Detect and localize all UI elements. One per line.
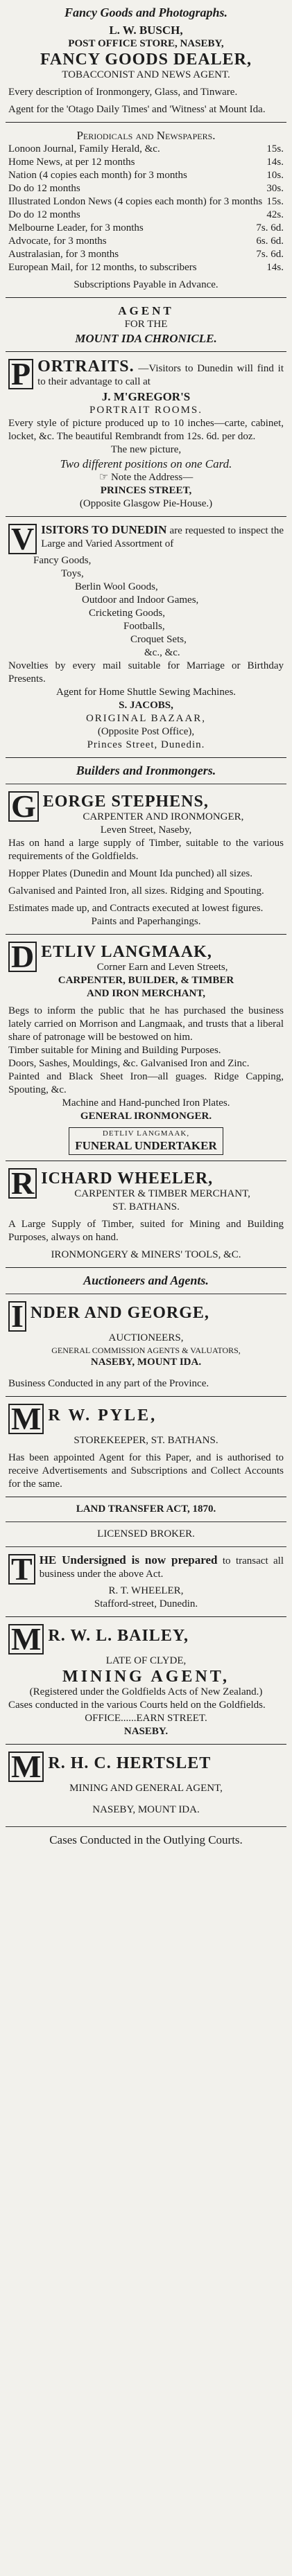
divider <box>6 1744 286 1745</box>
periodical-row <box>8 195 284 209</box>
periodicals-footer: Subscriptions Payable in Advance. <box>74 279 218 290</box>
visitors-items <box>6 554 286 660</box>
periodical-name: Home News, at per 12 months <box>8 157 135 168</box>
divider <box>6 1267 286 1268</box>
portraits-heading: ORTRAITS. <box>37 358 135 376</box>
busch-subtitle: TOBACCONIST AND NEWS AGENT. <box>62 69 230 80</box>
undertaker-small: DETLIV LANGMAAK, <box>102 1129 190 1138</box>
wheeler-place: ST. BATHANS. <box>112 1201 180 1212</box>
bailey-name: R. W. L. BAILEY, <box>48 1627 189 1645</box>
periodical-row <box>8 222 284 235</box>
busch-title: FANCY GOODS DEALER, <box>40 51 252 69</box>
visitors-name: S. JACOBS, <box>119 700 173 711</box>
land-broker: LICENSED BROKER. <box>97 1528 195 1540</box>
portraits-body: Every style of picture produced up to 10 inches—carte, cabinet, locket, &c. The beautiful Rembrandt from 12s. 6d. per doz. <box>8 418 284 442</box>
portraits-note <box>6 471 286 484</box>
land-address: Stafford-street, Dunedin. <box>94 1598 198 1609</box>
visitors-agent: Agent for Home Shuttle Sewing Machines. <box>55 687 237 698</box>
divider <box>6 1826 286 1827</box>
periodical-price: 10s. <box>266 170 284 181</box>
periodical-price: 6s. 6d. <box>256 236 284 247</box>
periodical-price: 7s. 6d. <box>256 249 284 260</box>
bailey-cases: Cases conducted in the various Courts held on the Goldfields. <box>8 1700 266 1711</box>
bailey-role: MINING AGENT, <box>62 1668 230 1686</box>
periodical-name: European Mail, for 12 months, to subscribers <box>8 262 197 273</box>
newspaper-column <box>6 0 286 1847</box>
bailey-ad <box>6 1621 286 1657</box>
periodical-name: Advocate, for 3 months <box>8 236 107 247</box>
visitors-item: Outdoor and Indoor Games, <box>82 594 199 606</box>
visitors-novelties: Novelties by every mail suitable for Marriage or Birthday Presents. <box>8 660 284 685</box>
periodical-name: Lonoon Journal, Family Herald, &c. <box>8 143 160 155</box>
periodical-price: 42s. <box>266 209 284 220</box>
hertslet-name: R. H. C. HERTSLET <box>48 1754 212 1772</box>
divider <box>6 1616 286 1617</box>
agent-line1: AGENT <box>118 304 174 317</box>
visitors-lead: are requested to inspect the Large and Varied Assortment of <box>41 525 284 549</box>
langmaak-p5: Machine and Hand-punched Iron Plates. <box>62 1097 230 1109</box>
langmaak-ad <box>6 940 286 974</box>
wheeler-name: ICHARD WHEELER, <box>41 1170 214 1188</box>
stephens-p5: Paints and Paperhangings. <box>91 916 201 927</box>
divider <box>6 351 286 352</box>
pyle-name: R W. PYLE, <box>48 1406 157 1424</box>
langmaak-p6: GENERAL IRONMONGER. <box>80 1111 212 1122</box>
stephens-p4: Estimates made up, and Contracts executed at lowest figures. <box>8 903 264 914</box>
portraits-ad <box>6 358 286 389</box>
periodical-price: 14s. <box>266 262 284 273</box>
periodical-row <box>8 143 284 156</box>
agent-line3: MOUNT IDA CHRONICLE. <box>75 332 217 345</box>
busch-name: L. W. BUSCH, <box>109 24 183 37</box>
undertaker-box <box>6 1127 286 1155</box>
divider <box>6 122 286 123</box>
langmaak-name: ETLIV LANGMAAK, <box>41 943 212 961</box>
periodical-row <box>8 235 284 248</box>
stephens-p1: Has on hand a large supply of Timber, suitable to the various requirements of the Goldfields. <box>8 838 284 862</box>
divider <box>6 297 286 298</box>
langmaak-p1: Begs to inform the public that he has purchased the business lately carried on Morrison and Langmaak, and trusts that a liberal share of patronage will be bestowed on him. <box>8 1005 284 1043</box>
portraits-note-text: Note the Address— <box>110 472 194 483</box>
periodical-row <box>8 169 284 182</box>
portraits-two-positions: Two different positions on one Card. <box>60 457 232 470</box>
periodical-name: Illustrated London News (4 copies each month) for 3 months <box>8 196 263 207</box>
divider <box>6 934 286 935</box>
langmaak-p3: Doors, Sashes, Mouldings, &c. Galvanised Iron and Zinc. <box>8 1058 250 1069</box>
periodical-row <box>8 261 284 274</box>
portraits-rooms: PORTRAIT ROOMS. <box>89 405 203 416</box>
visitors-item: Toys, <box>61 568 84 579</box>
stephens-address: Leven Street, Naseby, <box>100 824 192 836</box>
stephens-name: EORGE STEPHENS, <box>42 793 209 811</box>
land-title: LAND TRANSFER ACT, 1870. <box>76 1503 216 1515</box>
portraits-opposite: (Opposite Glasgow Pie-House.) <box>79 498 213 509</box>
land-dropcap: T <box>8 1554 35 1585</box>
periodicals-list <box>6 143 286 274</box>
section-title-auctioneers: Auctioneers and Agents. <box>83 1273 209 1287</box>
inder-name: NDER AND GEORGE, <box>30 1304 209 1322</box>
inder-place: NASEBY, MOUNT IDA. <box>90 1357 202 1368</box>
inder-dropcap: I <box>8 1301 26 1332</box>
periodicals-title: Periodicals and Newspapers. <box>76 129 216 142</box>
langmaak-dropcap: D <box>8 942 37 972</box>
periodical-name: Melbourne Leader, for 3 months <box>8 222 144 233</box>
portraits-lead: —Visitors to Dunedin will find it to their advantage to call at <box>37 363 284 387</box>
langmaak-p4: Painted and Black Sheet Iron—all guages. Ridge Capping, Spouting, &c. <box>8 1071 284 1095</box>
visitors-bazaar: ORIGINAL BAZAAR, <box>85 713 207 724</box>
land-name: R. T. WHEELER, <box>108 1585 184 1596</box>
inder-ad <box>6 1298 286 1334</box>
portraits-name: J. M'GREGOR'S <box>101 390 191 403</box>
periodical-row <box>8 248 284 261</box>
hertslet-dropcap: M <box>8 1752 44 1782</box>
hertslet-role: MINING AND GENERAL AGENT, <box>69 1783 223 1794</box>
visitors-ad <box>6 521 286 556</box>
periodical-name: Nation (4 copies each month) for 3 months <box>8 170 187 181</box>
stephens-ad <box>6 790 286 824</box>
periodical-price: 14s. <box>266 157 284 168</box>
langmaak-corner: Corner Earn and Leven Streets, <box>96 962 228 973</box>
divider <box>6 1521 286 1522</box>
wheeler-p2: IRONMONGERY & MINERS' TOOLS, &C. <box>51 1249 241 1260</box>
wheeler-dropcap: R <box>8 1168 37 1199</box>
visitors-item: Berlin Wool Goods, <box>75 581 158 592</box>
visitors-item: Fancy Goods, <box>33 555 92 566</box>
periodical-price: 15s. <box>266 143 284 155</box>
inder-general: GENERAL COMMISSION AGENTS & VALUATORS, <box>51 1346 241 1355</box>
langmaak-trade2: AND IRON MERCHANT, <box>87 988 205 999</box>
pyle-p1: Has been appointed Agent for this Paper, and is authorised to receive Advertisements and Subscriptions and Collect Accounts for the same. <box>8 1452 284 1490</box>
visitors-item: Cricketing Goods, <box>89 608 165 619</box>
visitors-item: Croquet Sets, <box>130 634 187 645</box>
visitors-item: Footballs, <box>123 621 165 632</box>
land-lead: HE Undersigned is now prepared <box>39 1553 218 1567</box>
periodical-price: 7s. 6d. <box>256 222 284 233</box>
langmaak-p2: Timber suitable for Mining and Building Purposes. <box>8 1045 221 1056</box>
inder-role: AUCTIONEERS, <box>108 1332 184 1343</box>
pyle-ad <box>6 1401 286 1436</box>
busch-store: POST OFFICE STORE, NASEBY, <box>68 38 224 49</box>
busch-agent: Agent for the 'Otago Daily Times' and 'Witness' at Mount Ida. <box>8 104 266 115</box>
periodical-price: 30s. <box>266 183 284 194</box>
agent-line2: FOR THE <box>124 319 168 330</box>
divider <box>6 1546 286 1547</box>
land-body: to transact all business under the above Act. <box>39 1555 284 1580</box>
wheeler-p1: A Large Supply of Timber, suited for Mining and Building Purposes, always on hand. <box>8 1219 284 1243</box>
periodical-name: Do do 12 months <box>8 209 80 220</box>
hertslet-ad <box>6 1749 286 1784</box>
divider <box>6 757 286 758</box>
wheeler-trade: CARPENTER & TIMBER MERCHANT, <box>74 1188 250 1199</box>
stephens-p2: Hopper Plates (Dunedin and Mount Ida punched) all sizes. <box>8 868 252 879</box>
divider <box>6 1396 286 1397</box>
hertslet-place: NASEBY, MOUNT IDA. <box>92 1804 200 1815</box>
portraits-address: PRINCES STREET, <box>100 485 192 496</box>
langmaak-trade1: CARPENTER, BUILDER, & TIMBER <box>58 975 234 986</box>
bailey-office: OFFICE......EARN STREET. <box>85 1713 207 1724</box>
periodical-name: Do do 12 months <box>8 183 80 194</box>
bailey-dropcap: M <box>8 1624 44 1655</box>
stephens-trade: CARPENTER AND IRONMONGER, <box>83 811 244 822</box>
bailey-late: LATE OF CLYDE, <box>105 1655 187 1666</box>
portraits-new-picture: The new picture, <box>110 444 182 455</box>
periodical-row <box>8 156 284 169</box>
bailey-place: NASEBY. <box>123 1726 169 1737</box>
stephens-dropcap: G <box>8 791 39 822</box>
pyle-dropcap: M <box>8 1404 44 1434</box>
section-title-builders: Builders and Ironmongers. <box>76 764 216 777</box>
visitors-street: Princes Street, Dunedin. <box>87 739 205 750</box>
busch-desc: Every description of Ironmongery, Glass, and Tinware. <box>8 87 238 98</box>
stephens-p3: Galvanised and Painted Iron, all sizes. Ridging and Spouting. <box>8 885 264 897</box>
inder-p1: Business Conducted in any part of the Province. <box>8 1378 209 1389</box>
hertslet-cases: Cases Conducted in the Outlying Courts. <box>49 1833 243 1846</box>
periodical-price: 15s. <box>266 196 284 207</box>
visitors-dropcap: V <box>8 524 37 554</box>
land-ad <box>6 1551 286 1587</box>
visitors-opposite: (Opposite Post Office), <box>97 726 195 737</box>
undertaker-big: FUNERAL UNDERTAKER <box>75 1139 217 1152</box>
wheeler-ad <box>6 1167 286 1201</box>
bailey-reg: (Registered under the Goldfields Acts of New Zealand.) <box>29 1686 263 1697</box>
visitors-heading: ISITORS TO DUNEDIN <box>41 523 167 536</box>
portraits-dropcap: P <box>8 359 33 389</box>
divider <box>6 516 286 517</box>
periodical-row <box>8 182 284 195</box>
pyle-role: STOREKEEPER, ST. BATHANS. <box>74 1435 218 1446</box>
periodical-row <box>8 209 284 222</box>
section-title-fancy-goods: Fancy Goods and Photographs. <box>64 6 228 19</box>
hand-pointer-icon: ☞ <box>98 472 111 483</box>
visitors-item: &c., &c. <box>144 647 180 658</box>
periodical-name: Australasian, for 3 months <box>8 249 119 260</box>
